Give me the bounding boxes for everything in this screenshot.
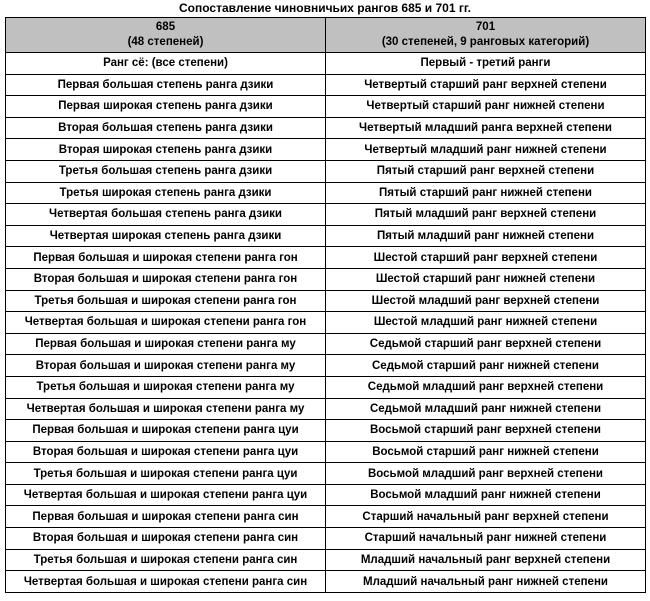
header-685-year: 685: [155, 21, 176, 33]
rank-701-cell: Восьмой младший ранг верхней степени: [326, 463, 646, 485]
rank-685-cell: Первая широкая степень ранга дзики: [6, 96, 326, 118]
rank-685-cell: Четвертая большая степень ранга дзики: [6, 204, 326, 226]
rank-685-cell: Первая большая и широкая степени ранга му: [6, 333, 326, 355]
header-701-year: 701: [475, 21, 496, 33]
rank-701-cell: Четвертый старший ранг верхней степени: [326, 74, 646, 96]
rank-701-cell: Пятый старший ранг нижней степени: [326, 182, 646, 204]
table-row: [6, 74, 646, 96]
rank-701-cell: Шестой старший ранг верхней степени: [326, 247, 646, 269]
table-row: [6, 312, 646, 334]
rank-701-cell: Восьмой младший ранг нижней степени: [326, 484, 646, 506]
rank-685-cell: Вторая большая и широкая степени ранга син: [6, 528, 326, 550]
rank-701-cell: Младший начальный ранг верхней степени: [326, 549, 646, 571]
table-row: [6, 225, 646, 247]
rank-685-cell: Третья большая и широкая степени ранга му: [6, 376, 326, 398]
rank-685-cell: Первая большая и широкая степени ранга син: [6, 506, 326, 528]
rank-685-cell: Четвертая большая и широкая степени ранга цуи: [6, 484, 326, 506]
table-row: [6, 528, 646, 550]
table-row: [6, 96, 646, 118]
rank-701-cell: Восьмой старший ранг верхней степени: [326, 420, 646, 442]
header-row: [6, 18, 646, 53]
rank-701-cell: Старший начальный ранг верхней степени: [326, 506, 646, 528]
rank-685-cell: Первая большая и широкая степени ранга гон: [6, 247, 326, 269]
table-row: [6, 117, 646, 139]
table-header: [6, 18, 646, 53]
table-row: [6, 53, 646, 75]
rank-685-cell: Третья широкая степень ранга дзики: [6, 182, 326, 204]
table-row: [6, 463, 646, 485]
table-row: [6, 571, 646, 593]
rank-685-cell: Третья большая степень ранга дзики: [6, 160, 326, 182]
table-row: [6, 420, 646, 442]
table-row: [6, 247, 646, 269]
rank-701-cell: Пятый старший ранг верхней степени: [326, 160, 646, 182]
table-row: [6, 160, 646, 182]
rank-685-cell: Вторая большая и широкая степени ранга цуи: [6, 441, 326, 463]
table-row: [6, 268, 646, 290]
header-701: [326, 18, 646, 53]
table-body: [6, 53, 646, 593]
table-row: [6, 355, 646, 377]
rank-701-cell: Четвертый старший ранг нижней степени: [326, 96, 646, 118]
rank-685-cell: Первая большая и широкая степени ранга цуи: [6, 420, 326, 442]
table-row: [6, 290, 646, 312]
rank-701-cell: Пятый младший ранг верхней степени: [326, 204, 646, 226]
table-caption: Сопоставление чиновничьих рангов 685 и 701 гг.: [179, 1, 471, 15]
header-685: [6, 18, 326, 53]
table-row: [6, 204, 646, 226]
rank-685-cell: Вторая большая и широкая степени ранга гон: [6, 268, 326, 290]
rank-701-cell: Четвертый младший ранг нижней степени: [326, 139, 646, 161]
rank-685-cell: Вторая широкая степень ранга дзики: [6, 139, 326, 161]
rank-701-cell: Шестой старший ранг нижней степени: [326, 268, 646, 290]
rank-685-cell: Третья большая и широкая степени ранга гон: [6, 290, 326, 312]
rank-701-cell: Седьмой старший ранг верхней степени: [326, 333, 646, 355]
table-row: [6, 182, 646, 204]
rank-701-cell: Шестой младший ранг нижней степени: [326, 312, 646, 334]
rank-685-cell: Вторая большая степень ранга дзики: [6, 117, 326, 139]
rank-685-cell: Четвертая большая и широкая степени ранга гон: [6, 312, 326, 334]
rank-701-cell: Седьмой младший ранг нижней степени: [326, 398, 646, 420]
table-row: [6, 398, 646, 420]
table-row: [6, 333, 646, 355]
rank-685-cell: Четвертая большая и широкая степени ранга му: [6, 398, 326, 420]
rank-701-cell: Младший начальный ранг нижней степени: [326, 571, 646, 593]
rank-701-cell: Шестой младший ранг верхней степени: [326, 290, 646, 312]
table-row: [6, 441, 646, 463]
table-row: [6, 549, 646, 571]
table-row: [6, 484, 646, 506]
rank-685-cell: Первая большая степень ранга дзики: [6, 74, 326, 96]
rank-685-cell: Четвертая большая и широкая степени ранга син: [6, 571, 326, 593]
rank-685-cell: Ранг сё: (все степени): [6, 53, 326, 75]
rank-685-cell: Третья большая и широкая степени ранга цуи: [6, 463, 326, 485]
rank-701-cell: Восьмой старший ранг нижней степени: [326, 441, 646, 463]
table-row: [6, 139, 646, 161]
table-row: [6, 376, 646, 398]
rank-701-cell: Старший начальный ранг нижней степени: [326, 528, 646, 550]
rank-701-cell: Четвертый младший ранга верхней степени: [326, 117, 646, 139]
table-row: [6, 506, 646, 528]
header-701-note: (30 степеней, 9 ранговых категорий): [381, 36, 590, 48]
rank-comparison-table: [5, 17, 646, 593]
rank-685-cell: Третья большая и широкая степени ранга син: [6, 549, 326, 571]
rank-701-cell: Пятый младший ранг нижней степени: [326, 225, 646, 247]
header-685-note: (48 степеней): [127, 36, 204, 48]
rank-701-cell: Первый - третий ранги: [326, 53, 646, 75]
rank-685-cell: Вторая большая и широкая степени ранга му: [6, 355, 326, 377]
rank-685-cell: Четвертая широкая степень ранга дзики: [6, 225, 326, 247]
rank-701-cell: Седьмой старший ранг нижней степени: [326, 355, 646, 377]
rank-701-cell: Седьмой младший ранг верхней степени: [326, 376, 646, 398]
